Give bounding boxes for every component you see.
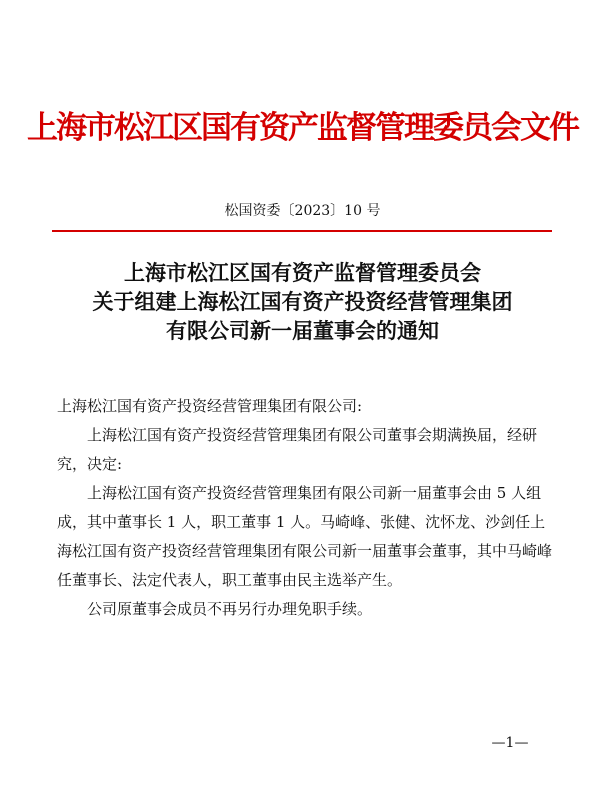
paragraph-3: 公司原董事会成员不再另行办理免职手续。 [87, 600, 373, 618]
paragraph-2: 上海松江国有资产投资经营管理集团有限公司新一届董事会由 5 人组成，其中董事长 1 人，职工董事 1 人。马崎峰、张健、沈怀龙、沙剑任上海松江国有资产投资经营管理集团有限公司新一届董事会董事，其中马崎峰任董事长、法定代表人，职工董事由民主选举产生。 [57, 484, 553, 589]
document-number: 松国资委〔2023〕10 号 [224, 203, 381, 219]
title-line-3: 有限公司新一届董事会的通知 [166, 318, 439, 343]
paragraph-1: 上海松江国有资产投资经营管理集团有限公司董事会期满换届，经研究，决定: [57, 426, 538, 473]
title-line-1: 上海市松江区国有资产监督管理委员会 [124, 260, 481, 285]
issuer-title: 上海市松江区国有资产监督管理委员会文件 [27, 110, 578, 146]
title-line-2: 关于组建上海松江国有资产投资经营管理集团 [92, 289, 513, 314]
document-title [0, 258, 605, 345]
page-number: —1— [491, 735, 529, 751]
addressee: 上海松江国有资产投资经营管理集团有限公司: [57, 397, 363, 415]
document-body [57, 392, 553, 624]
red-divider [52, 230, 552, 232]
